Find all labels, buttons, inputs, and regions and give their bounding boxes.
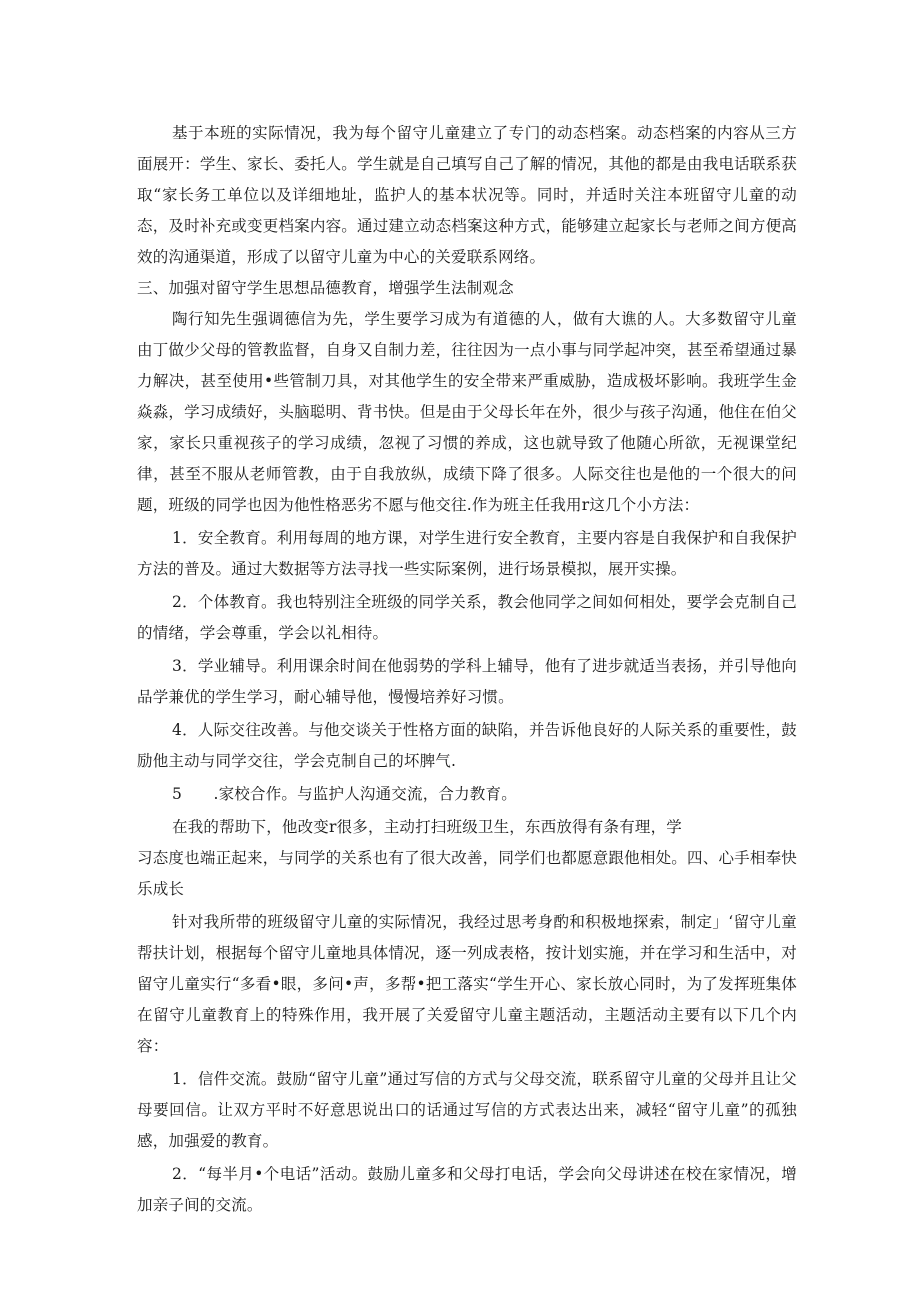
paragraph-moral-education: 陶行知先生强调德信为先，学生要学习成为有道德的人，做有大谯的人。大多数留守儿童由丁做少父母的管教监督，自身又自制力差，往往因为一点小事与同学起冲突，甚至希望通过暴力解决，甚至使用•些管制刀具，对其他学生的安全带来严重威胁，造成极坏影响。我班学生金焱淼，学习成绩好，头脑聪明、背书快。但是由于父母长年在外，很少与孩子沟通，他住在伯父家，家长只重视孩子的学习成绩，忽视了习惯的养成，这也就导致了他随心所欲，无视课堂纪律，甚至不服从老师管教，由于自我放纵，成绩下降了很多。人际交往也是他的一个很大的问题，班级的同学也因为他性格恶劣不愿与他交往.作为班主任我用r这几个小方法： [137,310,797,514]
paragraph-continuation: 习态度也端正起来，与同学的关系也有了很大改善，同学们也都愿意跟他相处。四、心手相奉快乐成长 [137,849,797,898]
document-page [137,118,797,1221]
paragraph-archive: 基于本班的实际情况，我为每个留守儿童建立了专门的动态档案。动态档案的内容从三方面展开：学生、家长、委托人。学生就是自己填写自己了解的情况，其他的都是由我电话联系获取“家长务工单位以及详细地址，监护人的基本状况等。同时，并适时关注本班留守儿童的动态，及时补充或变更档案内容。通过建立动态档案这种方式，能够建立起家长与老师之间方便高效的沟通渠道，形成了以留守儿童为中心的关爱联系网络。 [137,124,797,266]
section-heading-3: 三、加强对留守学生思想品德教育，增强学生法制观念 [137,279,514,297]
list-item-phone: 2．“每半月•个电话”活动。鼓励儿童多和父母打电话，学会向父母讲述在校在家情况，增加亲子间的交流。 [137,1165,797,1214]
list-item-letters: 1．信件交流。鼓励“留守儿童”通过写信的方式与父母交流，联系留守儿童的父母并且让父母要回信。让双方平时不好意思说出口的话通过写信的方式表达出来，减轻“留守儿童”的孤独感，加强爱的教育。 [137,1070,797,1150]
list-item-4: 4．人际交往改善。与他交谈关于性格方面的缺陷，并告诉他良好的人际关系的重要性，鼓励他主动与同学交往，学会克制自己的坏脾气. [137,721,797,770]
paragraph-change: 在我的帮助下，他改变r很多，主动打扫班级卫生，东西放得有条有理，学 [172,818,683,836]
list-item-2: 2．个体教育。我也特别注全班级的同学关系，教会他同学之间如何相处，要学会克制自己的情绪，学会尊重，学会以礼相待。 [137,593,797,642]
paragraph-support-plan: 针对我所带的班级留守儿童的实际情况，我经过思考身酌和积极地探索，制定」‘留守儿童帮扶计划，根据每个留守儿童地具体情况，逐一列成表格，按计划实施，并在学习和生活中，对留守儿童实行“多看•眼，多问•声，多帮•把工落实“学生开心、家长放心同时，为了发挥班集体在留守儿童教育上的特殊作用，我开展了关爱留守儿童主题活动，主题活动主要有以下几个内容： [137,913,797,1055]
list-item-1: 1．安全教育。利用每周的地方课，对学生进行安全教育，主要内容是自我保护和自我保护方法的普及。通过大数据等方法寻找一些实际案例，进行场景模拟，展开实操。 [137,529,797,578]
list-item-3: 3．学业辅导。利用课余时间在他弱势的学科上辅导，他有了进步就适当表扬，并引导他向品学兼优的学生学习，耐心辅导他，慢慢培养好习惯。 [137,657,797,706]
list-item-5: 5 .家校合作。与监护人沟通交流，合力教育。 [172,785,517,803]
